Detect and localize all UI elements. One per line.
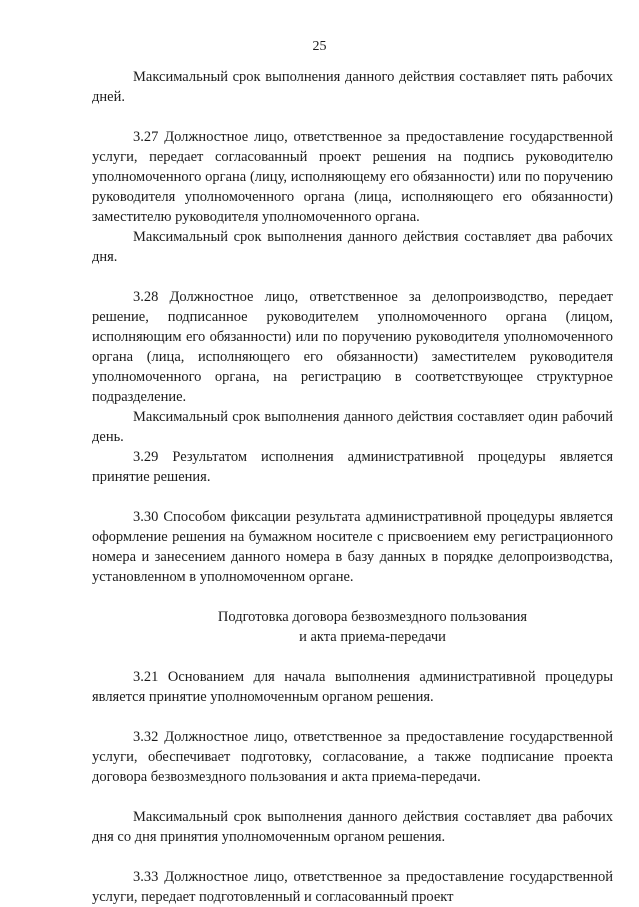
section-heading-line-2: и акта приема-передачи [299,629,446,645]
paragraph-3-29: 3.29 Результатом исполнения административной процедуры является принятие решения. [92,449,613,485]
paragraph-3-32: 3.32 Должностное лицо, ответственное за предоставление государственной услуги, обеспечивает подготовку, согласование, а также подписание проекта договора безвозмездного пользования и акта приема-передачи. [92,729,613,785]
document-body [92,67,613,907]
paragraph: Максимальный срок выполнения данного действия составляет два рабочих дня со дня принятия уполномоченным органом решения. [92,809,613,845]
paragraph: Максимальный срок выполнения данного действия составляет пять рабочих дней. [92,69,613,105]
paragraph-gap [92,267,613,287]
paragraph-3-33: 3.33 Должностное лицо, ответственное за предоставление государственной услуги, передает подготовленный и согласованный проект [92,869,613,905]
paragraph-gap [92,707,613,727]
paragraph-gap [92,787,613,807]
paragraph-gap [92,587,613,607]
paragraph-3-27: 3.27 Должностное лицо, ответственное за предоставление государственной услуги, передает согласованный проект решения на подпись руководителю уполномоченного органа (лицу, исполняющему его обязанности) или по поручению руководителя уполномоченного органа (лица, исполняющего его обязанности) заместителю руководителя уполномоченного органа. [92,129,613,225]
paragraph-gap [92,107,613,127]
paragraph-3-21: 3.21 Основанием для начала выполнения административной процедуры является принятие уполномоченным органом решения. [92,669,613,705]
paragraph-gap [92,487,613,507]
paragraph-gap [92,647,613,667]
page-number: 25 [312,39,327,54]
paragraph: Максимальный срок выполнения данного действия составляет два рабочих дня. [92,229,613,265]
paragraph-gap [92,847,613,867]
paragraph-3-30: 3.30 Способом фиксации результата административной процедуры является оформление решения на бумажном носителе с присвоением ему регистрационного номера и занесением данного номера в базу данных в порядке делопроизводства, установленном в уполномоченном органе. [92,509,613,585]
section-heading-line-1: Подготовка договора безвозмездного пользования [217,609,528,625]
paragraph-3-28: 3.28 Должностное лицо, ответственное за делопроизводство, передает решение, подписанное руководителем уполномоченного органа (лицом, исполняющим его обязанности) или по поручению руководителя уполномоченного органа (лица, исполняющего его обязанности) заместителем руководителя уполномоченного органа, на регистрацию в соответствующее структурное подразделение. [92,289,613,405]
paragraph: Максимальный срок выполнения данного действия составляет один рабочий день. [92,409,613,445]
